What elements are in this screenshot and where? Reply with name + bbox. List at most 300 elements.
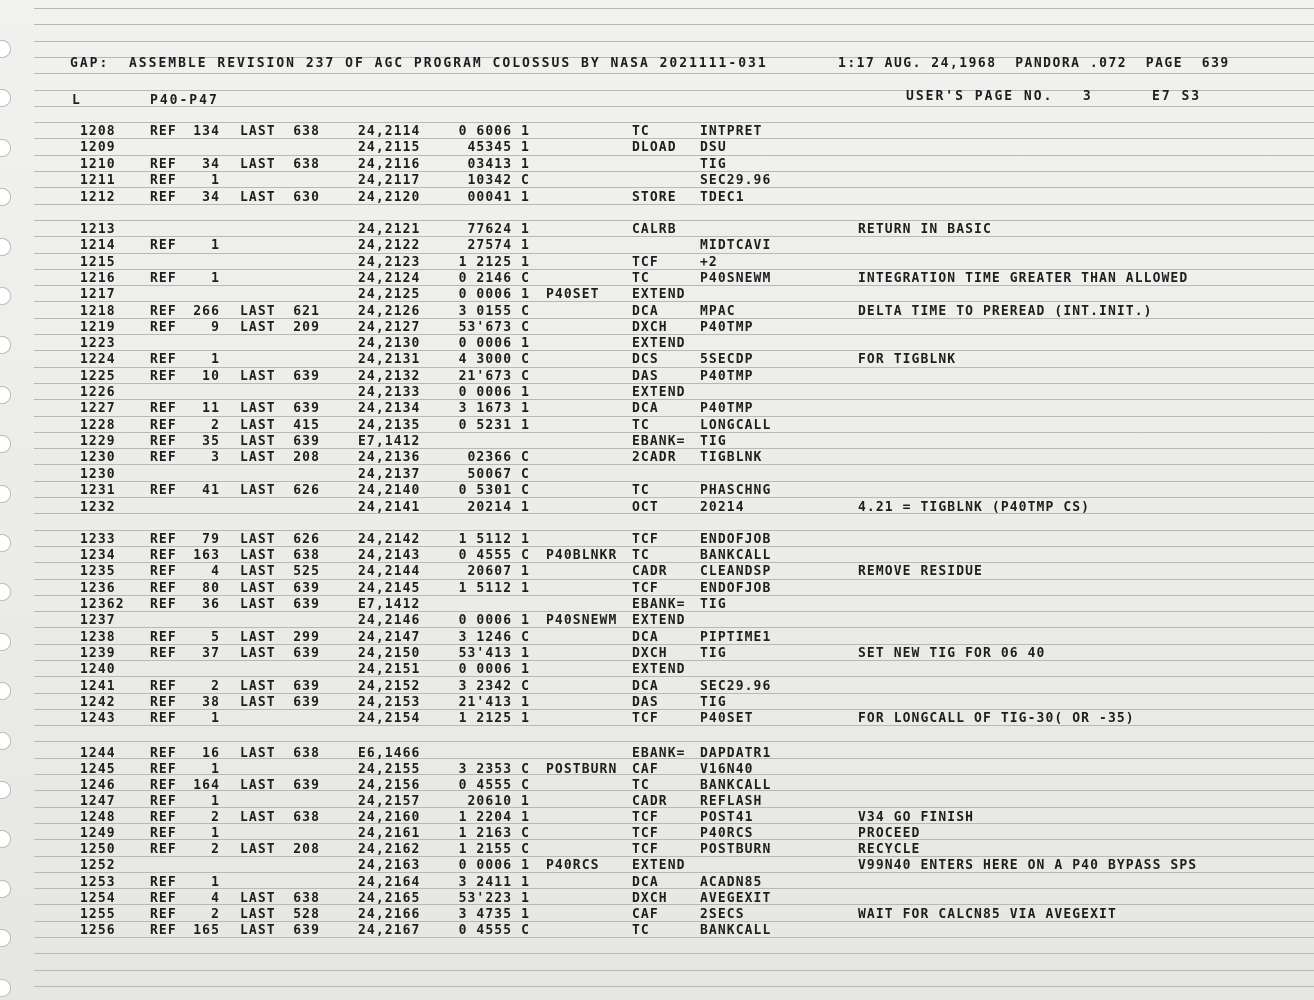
ref-keyword: REF	[150, 304, 177, 319]
last-page: 528	[293, 907, 320, 922]
last-keyword: LAST	[240, 630, 276, 645]
last-page: 639	[293, 695, 320, 710]
last-page: 638	[293, 548, 320, 563]
last-page: 415	[293, 418, 320, 433]
ref-count: 35	[202, 434, 220, 449]
memory-address: 24,2164	[358, 875, 421, 890]
memory-address: 24,2134	[358, 401, 421, 416]
octal-word: 1 5112 1	[458, 581, 530, 596]
listing-row	[0, 858, 1314, 874]
last-page: 639	[293, 434, 320, 449]
octal-word: 0 0006 1	[458, 385, 530, 400]
ref-count: 1	[211, 238, 220, 253]
opcode: CAF	[632, 762, 659, 777]
opcode: TCF	[632, 842, 659, 857]
last-page: 638	[293, 891, 320, 906]
octal-word: 02366 C	[467, 450, 530, 465]
line-number: 1225	[80, 369, 116, 384]
ref-count: 1	[211, 875, 220, 890]
octal-word: 3 0155 C	[458, 304, 530, 319]
operand: BANKCALL	[700, 548, 772, 563]
memory-address: 24,2123	[358, 255, 421, 270]
operand: P40TMP	[700, 320, 754, 335]
octal-word: 0 2146 C	[458, 271, 530, 286]
line-number: 1228	[80, 418, 116, 433]
last-keyword: LAST	[240, 923, 276, 938]
ref-keyword: REF	[150, 762, 177, 777]
operand: 20214	[700, 500, 745, 515]
last-page: 299	[293, 630, 320, 645]
memory-address: 24,2130	[358, 336, 421, 351]
line-number: 1230	[80, 450, 116, 465]
listing-row	[0, 842, 1314, 858]
last-page: 626	[293, 532, 320, 547]
comment: REMOVE RESIDUE	[858, 564, 983, 579]
ref-keyword: REF	[150, 352, 177, 367]
memory-address: 24,2162	[358, 842, 421, 857]
operand: TIG	[700, 157, 727, 172]
last-keyword: LAST	[240, 483, 276, 498]
listing-row	[0, 711, 1314, 727]
octal-word: 1 2155 C	[458, 842, 530, 857]
ref-count: 1	[211, 271, 220, 286]
memory-address: 24,2154	[358, 711, 421, 726]
memory-address: 24,2114	[358, 124, 421, 139]
listing-row	[0, 434, 1314, 450]
line-number: 1242	[80, 695, 116, 710]
operand: PHASCHNG	[700, 483, 772, 498]
listing-row	[0, 746, 1314, 762]
last-page: 630	[293, 190, 320, 205]
comment: RETURN IN BASIC	[858, 222, 992, 237]
opcode: DXCH	[632, 891, 668, 906]
last-keyword: LAST	[240, 907, 276, 922]
comment: PROCEED	[858, 826, 921, 841]
operand: ENDOFJOB	[700, 581, 772, 596]
listing-row	[0, 304, 1314, 320]
line-number: 1246	[80, 778, 116, 793]
rule-line	[34, 122, 1314, 123]
line-number: 1230	[80, 467, 116, 482]
line-number: 1231	[80, 483, 116, 498]
last-keyword: LAST	[240, 810, 276, 825]
octal-word: 53'413 1	[458, 646, 530, 661]
line-number: 1244	[80, 746, 116, 761]
operand: TDEC1	[700, 190, 745, 205]
ref-keyword: REF	[150, 173, 177, 188]
line-number: 1240	[80, 662, 116, 677]
memory-address: 24,2150	[358, 646, 421, 661]
memory-address: E6,1466	[358, 746, 421, 761]
opcode: EBANK=	[632, 597, 686, 612]
opcode: DCA	[632, 875, 659, 890]
last-page: 209	[293, 320, 320, 335]
octal-word: 4 3000 C	[458, 352, 530, 367]
opcode: DCA	[632, 630, 659, 645]
ref-count: 16	[202, 746, 220, 761]
comment: INTEGRATION TIME GREATER THAN ALLOWED	[858, 271, 1189, 286]
ref-keyword: REF	[150, 124, 177, 139]
ref-count: 163	[193, 548, 220, 563]
octal-word: 3 2342 C	[458, 679, 530, 694]
rule-line	[34, 220, 1314, 221]
ref-keyword: REF	[150, 907, 177, 922]
octal-word: 3 2353 C	[458, 762, 530, 777]
last-page: 639	[293, 597, 320, 612]
operand: TIG	[700, 695, 727, 710]
line-number: 1224	[80, 352, 116, 367]
line-number: 1217	[80, 287, 116, 302]
ref-keyword: REF	[150, 238, 177, 253]
ref-count: 34	[202, 157, 220, 172]
operand: AVEGEXIT	[700, 891, 772, 906]
symbol-label: P40RCS	[546, 858, 600, 873]
rule-line	[34, 953, 1314, 954]
listing-row	[0, 794, 1314, 810]
opcode: EXTEND	[632, 287, 686, 302]
last-page: 208	[293, 842, 320, 857]
users-page-number: USER'S PAGE NO. 3	[906, 89, 1093, 104]
comment: FOR LONGCALL OF TIG-30( OR -35)	[858, 711, 1135, 726]
comment: FOR TIGBLNK	[858, 352, 957, 367]
last-page: 638	[293, 810, 320, 825]
ref-keyword: REF	[150, 875, 177, 890]
opcode: TCF	[632, 255, 659, 270]
last-keyword: LAST	[240, 581, 276, 596]
operand: P40TMP	[700, 401, 754, 416]
octal-word: 1 2204 1	[458, 810, 530, 825]
last-keyword: LAST	[240, 532, 276, 547]
octal-word: 20610 1	[467, 794, 530, 809]
ref-keyword: REF	[150, 190, 177, 205]
line-number: 1226	[80, 385, 116, 400]
ref-keyword: REF	[150, 271, 177, 286]
operand: P40RCS	[700, 826, 754, 841]
operand: TIG	[700, 597, 727, 612]
ref-keyword: REF	[150, 450, 177, 465]
octal-word: 03413 1	[467, 157, 530, 172]
listing-row	[0, 238, 1314, 254]
listing-row	[0, 810, 1314, 826]
rule-line	[34, 41, 1314, 42]
memory-address: 24,2142	[358, 532, 421, 547]
ref-keyword: REF	[150, 581, 177, 596]
octal-word: 3 1246 C	[458, 630, 530, 645]
listing-row	[0, 124, 1314, 140]
rule-line	[34, 73, 1314, 74]
memory-address: 24,2153	[358, 695, 421, 710]
listing-row	[0, 826, 1314, 842]
opcode: DAS	[632, 369, 659, 384]
ref-keyword: REF	[150, 548, 177, 563]
listing-row	[0, 173, 1314, 189]
comment: WAIT FOR CALCN85 VIA AVEGEXIT	[858, 907, 1117, 922]
line-number: 1210	[80, 157, 116, 172]
last-keyword: LAST	[240, 418, 276, 433]
octal-word: 3 2411 1	[458, 875, 530, 890]
ref-count: 10	[202, 369, 220, 384]
memory-address: 24,2161	[358, 826, 421, 841]
memory-address: 24,2144	[358, 564, 421, 579]
octal-word: 0 0006 1	[458, 858, 530, 873]
memory-address: 24,2137	[358, 467, 421, 482]
ref-count: 3	[211, 450, 220, 465]
ref-keyword: REF	[150, 646, 177, 661]
ref-count: 2	[211, 810, 220, 825]
memory-address: 24,2115	[358, 140, 421, 155]
listing-row	[0, 467, 1314, 483]
listing-row	[0, 662, 1314, 678]
octal-word: 50067 C	[467, 467, 530, 482]
listing-row	[0, 564, 1314, 580]
opcode: EXTEND	[632, 858, 686, 873]
memory-address: E7,1412	[358, 434, 421, 449]
memory-address: 24,2124	[358, 271, 421, 286]
memory-address: 24,2155	[358, 762, 421, 777]
line-number: 1234	[80, 548, 116, 563]
octal-word: 53'223 1	[458, 891, 530, 906]
ref-keyword: REF	[150, 320, 177, 335]
octal-word: 0 0006 1	[458, 336, 530, 351]
memory-address: 24,2133	[358, 385, 421, 400]
opcode: DCA	[632, 304, 659, 319]
listing-row	[0, 352, 1314, 368]
ref-count: 5	[211, 630, 220, 645]
last-keyword: LAST	[240, 695, 276, 710]
operand: MPAC	[700, 304, 736, 319]
opcode: EBANK=	[632, 746, 686, 761]
listing-row	[0, 613, 1314, 629]
listing-row	[0, 581, 1314, 597]
memory-address: 24,2136	[358, 450, 421, 465]
opcode: TCF	[632, 532, 659, 547]
memory-address: 24,2135	[358, 418, 421, 433]
opcode: EXTEND	[632, 662, 686, 677]
octal-word: 20214 1	[467, 500, 530, 515]
last-page: 639	[293, 679, 320, 694]
listing-marker: L	[72, 93, 82, 108]
rule-line	[34, 106, 1314, 107]
memory-address: 24,2165	[358, 891, 421, 906]
line-number: 1236	[80, 581, 116, 596]
last-page: 639	[293, 369, 320, 384]
listing-row	[0, 369, 1314, 385]
opcode: TC	[632, 483, 650, 498]
rule-line	[34, 90, 1314, 91]
memory-address: 24,2121	[358, 222, 421, 237]
ref-count: 134	[193, 124, 220, 139]
rule-line	[34, 986, 1314, 987]
last-keyword: LAST	[240, 597, 276, 612]
opcode: EXTEND	[632, 613, 686, 628]
opcode: CADR	[632, 564, 668, 579]
operand: P40SET	[700, 711, 754, 726]
symbol-label: P40BLNKR	[546, 548, 618, 563]
ref-count: 11	[202, 401, 220, 416]
opcode: TC	[632, 923, 650, 938]
assembly-title: GAP: ASSEMBLE REVISION 237 OF AGC PROGRAM COLOSSUS BY NASA 2021111-031	[70, 56, 768, 71]
last-page: 639	[293, 581, 320, 596]
comment: SET NEW TIG FOR 06 40	[858, 646, 1046, 661]
memory-address: 24,2126	[358, 304, 421, 319]
memory-address: 24,2147	[358, 630, 421, 645]
ref-count: 34	[202, 190, 220, 205]
octal-word: 20607 1	[467, 564, 530, 579]
ref-keyword: REF	[150, 157, 177, 172]
opcode: STORE	[632, 190, 677, 205]
line-number: 12362	[80, 597, 125, 612]
ref-keyword: REF	[150, 923, 177, 938]
memory-address: 24,2156	[358, 778, 421, 793]
octal-word: 27574 1	[467, 238, 530, 253]
listing-row	[0, 532, 1314, 548]
ref-keyword: REF	[150, 810, 177, 825]
octal-word: 45345 1	[467, 140, 530, 155]
last-keyword: LAST	[240, 434, 276, 449]
last-keyword: LAST	[240, 646, 276, 661]
ref-keyword: REF	[150, 418, 177, 433]
line-number: 1238	[80, 630, 116, 645]
operand: PIPTIME1	[700, 630, 772, 645]
ref-count: 4	[211, 891, 220, 906]
page-code: E7 S3	[1152, 89, 1202, 104]
last-keyword: LAST	[240, 401, 276, 416]
ref-count: 79	[202, 532, 220, 547]
line-number: 1252	[80, 858, 116, 873]
opcode: TC	[632, 778, 650, 793]
ref-keyword: REF	[150, 630, 177, 645]
octal-word: 1 2163 C	[458, 826, 530, 841]
last-keyword: LAST	[240, 124, 276, 139]
ref-keyword: REF	[150, 695, 177, 710]
ref-count: 1	[211, 711, 220, 726]
operand: TIGBLNK	[700, 450, 763, 465]
memory-address: 24,2140	[358, 483, 421, 498]
octal-word: 3 4735 1	[458, 907, 530, 922]
operand: BANKCALL	[700, 778, 772, 793]
operand: MIDTCAVI	[700, 238, 772, 253]
ref-keyword: REF	[150, 891, 177, 906]
ref-count: 164	[193, 778, 220, 793]
comment: RECYCLE	[858, 842, 921, 857]
symbol-label: POSTBURN	[546, 762, 618, 777]
line-number: 1219	[80, 320, 116, 335]
ref-count: 266	[193, 304, 220, 319]
listing-row	[0, 401, 1314, 417]
opcode: DAS	[632, 695, 659, 710]
octal-word: 0 0006 1	[458, 287, 530, 302]
opcode: DXCH	[632, 320, 668, 335]
line-number: 1213	[80, 222, 116, 237]
memory-address: 24,2143	[358, 548, 421, 563]
last-page: 638	[293, 157, 320, 172]
listing-row	[0, 597, 1314, 613]
operand: REFLASH	[700, 794, 763, 809]
octal-word: 21'673 C	[458, 369, 530, 384]
last-page: 208	[293, 450, 320, 465]
listing-row	[0, 548, 1314, 564]
last-keyword: LAST	[240, 304, 276, 319]
line-number: 1208	[80, 124, 116, 139]
line-number: 1223	[80, 336, 116, 351]
ref-count: 1	[211, 762, 220, 777]
memory-address: 24,2132	[358, 369, 421, 384]
octal-word: 77624 1	[467, 222, 530, 237]
last-keyword: LAST	[240, 679, 276, 694]
operand: SEC29.96	[700, 679, 772, 694]
memory-address: 24,2131	[358, 352, 421, 367]
last-keyword: LAST	[240, 548, 276, 563]
operand: ACADN85	[700, 875, 763, 890]
line-number: 1218	[80, 304, 116, 319]
listing-row	[0, 778, 1314, 794]
octal-word: 3 1673 1	[458, 401, 530, 416]
octal-word: 1 2125 1	[458, 255, 530, 270]
line-number: 1256	[80, 923, 116, 938]
symbol-label: P40SET	[546, 287, 600, 302]
opcode: 2CADR	[632, 450, 677, 465]
opcode: TCF	[632, 581, 659, 596]
ref-keyword: REF	[150, 794, 177, 809]
ref-keyword: REF	[150, 434, 177, 449]
last-page: 639	[293, 923, 320, 938]
last-page: 638	[293, 746, 320, 761]
opcode: TC	[632, 548, 650, 563]
last-keyword: LAST	[240, 190, 276, 205]
last-keyword: LAST	[240, 450, 276, 465]
last-page: 639	[293, 646, 320, 661]
opcode: OCT	[632, 500, 659, 515]
line-number: 1237	[80, 613, 116, 628]
octal-word: 10342 C	[467, 173, 530, 188]
listing-row	[0, 891, 1314, 907]
rule-line	[34, 8, 1314, 9]
comment: V99N40 ENTERS HERE ON A P40 BYPASS SPS	[858, 858, 1198, 873]
opcode: TCF	[632, 711, 659, 726]
ref-keyword: REF	[150, 401, 177, 416]
line-number: 1229	[80, 434, 116, 449]
memory-address: 24,2152	[358, 679, 421, 694]
listing-row	[0, 450, 1314, 466]
opcode: EXTEND	[632, 385, 686, 400]
listing-row	[0, 500, 1314, 516]
line-number: 1215	[80, 255, 116, 270]
last-page: 525	[293, 564, 320, 579]
memory-address: 24,2167	[358, 923, 421, 938]
listing-row	[0, 762, 1314, 778]
last-keyword: LAST	[240, 157, 276, 172]
comment: DELTA TIME TO PREREAD (INT.INIT.)	[858, 304, 1153, 319]
opcode: DCA	[632, 401, 659, 416]
ref-keyword: REF	[150, 711, 177, 726]
ref-keyword: REF	[150, 483, 177, 498]
ref-count: 1	[211, 173, 220, 188]
operand: TIG	[700, 434, 727, 449]
memory-address: 24,2146	[358, 613, 421, 628]
line-number: 1239	[80, 646, 116, 661]
ref-count: 2	[211, 418, 220, 433]
last-page: 626	[293, 483, 320, 498]
opcode: DXCH	[632, 646, 668, 661]
listing-row	[0, 875, 1314, 891]
operand: P40SNEWM	[700, 271, 772, 286]
last-keyword: LAST	[240, 778, 276, 793]
ref-keyword: REF	[150, 679, 177, 694]
memory-address: 24,2120	[358, 190, 421, 205]
sprocket-hole	[0, 979, 11, 997]
octal-word: 53'673 C	[458, 320, 530, 335]
line-number: 1255	[80, 907, 116, 922]
